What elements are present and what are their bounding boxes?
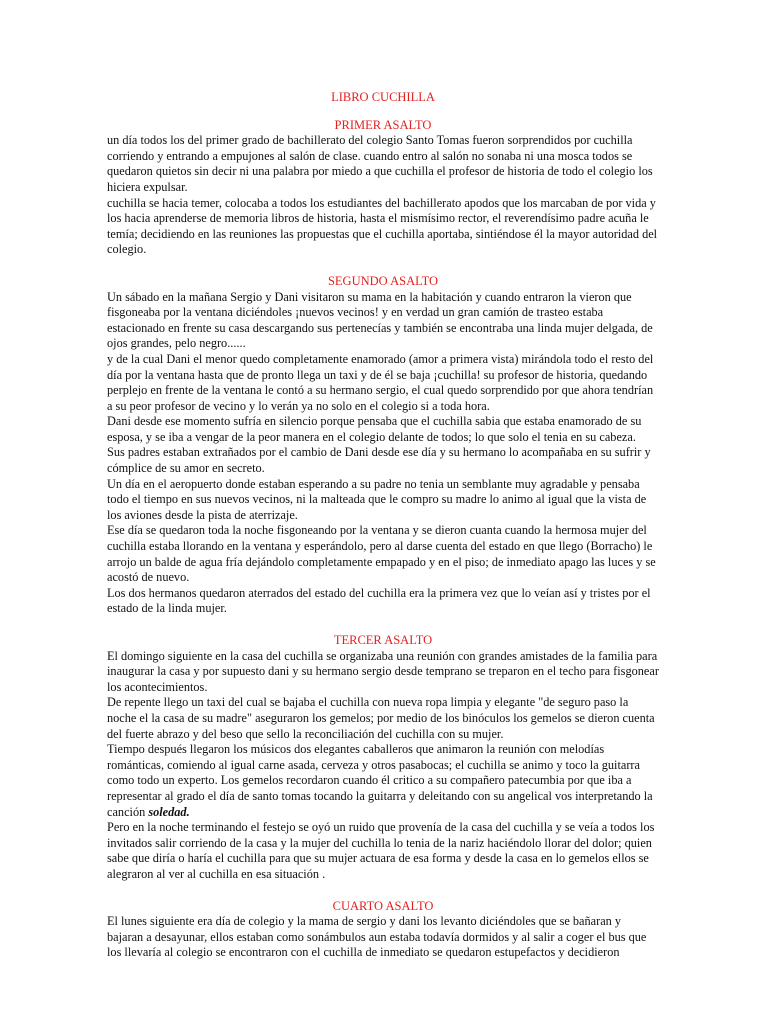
section-tercer-asalto (107, 633, 659, 883)
paragraph: Sus padres estaban extrañados por el cambio de Dani desde ese día y su hermano lo acompañaba en su sufrir y cómplice de su amor en secreto. (107, 445, 651, 476)
paragraph: Ese día se quedaron toda la noche fisgoneando por la ventana y se dieron cuanta cuando la hermosa mujer del cuchilla estaba llorando en la ventana y esperándolo, pero al darse cuenta del estado en que llego (Borracho) le arrojo un balde de agua fría dejándolo completamente empapado y en el piso; de inmediato apago las luces y se acostó de nuevo. (107, 523, 656, 585)
document-page (107, 90, 659, 977)
paragraph: Pero en la noche terminando el festejo se oyó un ruido que provenía de la casa del cuchilla y se veía a todos los invitados salir corriendo de la casa y la mujer del cuchilla lo tenia de la nariz haciéndolo llorar del dolor; quien sabe que diría o haría el cuchilla para que su mujer actuara de esa forma y desde la casa en lo gemelos ellos se alegraron al ver al cuchilla en esa situación . (107, 820, 655, 881)
paragraph: De repente llego un taxi del cual se bajaba el cuchilla con nueva ropa limpia y elegante "de seguro paso la noche el la casa de su madre" aseguraron los gemelos; por medio de los binóculos los gemelos se dieron cuenta del fuerte abrazo y del beso que sello la reconciliación del cuchilla con su mujer. (107, 695, 655, 741)
paragraph: El lunes siguiente era día de colegio y la mama de sergio y dani los levanto diciéndoles que se bañaran y bajaran a desayunar, ellos estaban como sonámbulos aun estaba todavía dormidos y al salir a coger el bus que los llevaría al colegio se encontraron con el cuchilla de inmediato se quedaron estupefactos y decidieron (107, 914, 647, 960)
section-heading: TERCER ASALTO (333, 633, 433, 647)
paragraph: Dani desde ese momento sufría en silencio porque pensaba que el cuchilla sabia que estaba enamorado de su esposa, y se iba a vengar de la peor manera en el colegio delante de todos; lo que solo el tenia en su cabeza. (107, 414, 642, 444)
song-title: soledad. (148, 804, 190, 819)
paragraph: El domingo siguiente en la casa del cuchilla se organizaba una reunión con grandes amistades de la familia para inaugurar la casa y por supuesto dani y su hermano sergio desde temprano se treparon en el techo para fisgonear los acontecimientos. (107, 648, 659, 694)
section-heading: PRIMER ASALTO (334, 117, 432, 132)
paragraph: cuchilla se hacia temer, colocaba a todos los estudiantes del bachillerato apodos que los marcaban de por vida y los hacia aprenderse de memoria libros de historia, hasta el mismísimo rector, el reverendísimo padre acuña le temía; decidiendo en las reuniones las propuestas que el cuchilla aportaba, sintiéndose él la mayor autoridad del colegio. (107, 195, 658, 257)
paragraph: y de la cual Dani el menor quedo completamente enamorado (amor a primera vista) mirándola todo el resto del día por la ventana hasta que de pronto llega un taxi y de él se baja ¡cuchilla! su profesor de historia, quedando perplejo en frente de la ventana le contó a su hermano sergio, el cual quedo sorprendido por que ahora tendrían a su peor profesor de vecino y lo verán ya no solo en el colegio si a toda hora. (107, 351, 654, 413)
section-segundo-asalto (107, 274, 659, 617)
document-title: LIBRO CUCHILLA (331, 90, 435, 104)
paragraph: Los dos hermanos quedaron aterrados del estado del cuchilla era la primera vez que lo veían así y tristes por el estado de la linda mujer. (107, 585, 651, 616)
paragraph: un día todos los del primer grado de bachillerato del colegio Santo Tomas fueron sorprendidos por cuchilla corriendo y entrando a empujones al salón de clase. cuando entro al salón no sonaba ni una mosca todos se quedaron quietos sin decir ni una palabra por miedo a que cuchilla el profesor de historia de todo el colegio los hiciera expulsar. (107, 133, 653, 194)
section-heading: CUARTO ASALTO (332, 898, 434, 913)
paragraph: Un sábado en la mañana Sergio y Dani visitaron su mama en la habitación y cuando entraron la vieron que fisgoneaba por la ventana diciéndoles ¡nuevos vecinos! y en verdad un gran camión de trasteo estaba estacionado en frente su casa descargando sus pertenecías y también se encontraba una linda mujer delgada, de ojos grandes, pelo negro...... (107, 289, 653, 351)
paragraph: Un día en el aeropuerto donde estaban esperando a su padre no tenia un semblante muy agradable y pensaba todo el tiempo en sus nuevos vecinos, ni la malteada que le compro su madre lo animo al igual que la vista de los aviones desde la pista de aterrizaje. (107, 476, 647, 522)
paragraph-with-song (107, 742, 659, 820)
paragraph-text: Tiempo después llegaron los músicos dos elegantes caballeros que animaron la reunión con melodías románticas, comiendo al igual carne asada, cerveza y otros pasabocas; el cuchilla se animo y toco la guitarra como todo un experto. Los gemelos recordaron cuando él critico a su compañero patecumbia por que iba a representar al grado el día de santo tomas tocando la guitarra y deleitando con su angelical vos interpretando la canción (107, 742, 653, 819)
section-primer-asalto (107, 118, 659, 258)
section-cuarto-asalto (107, 899, 659, 961)
section-heading: SEGUNDO ASALTO (327, 273, 439, 288)
